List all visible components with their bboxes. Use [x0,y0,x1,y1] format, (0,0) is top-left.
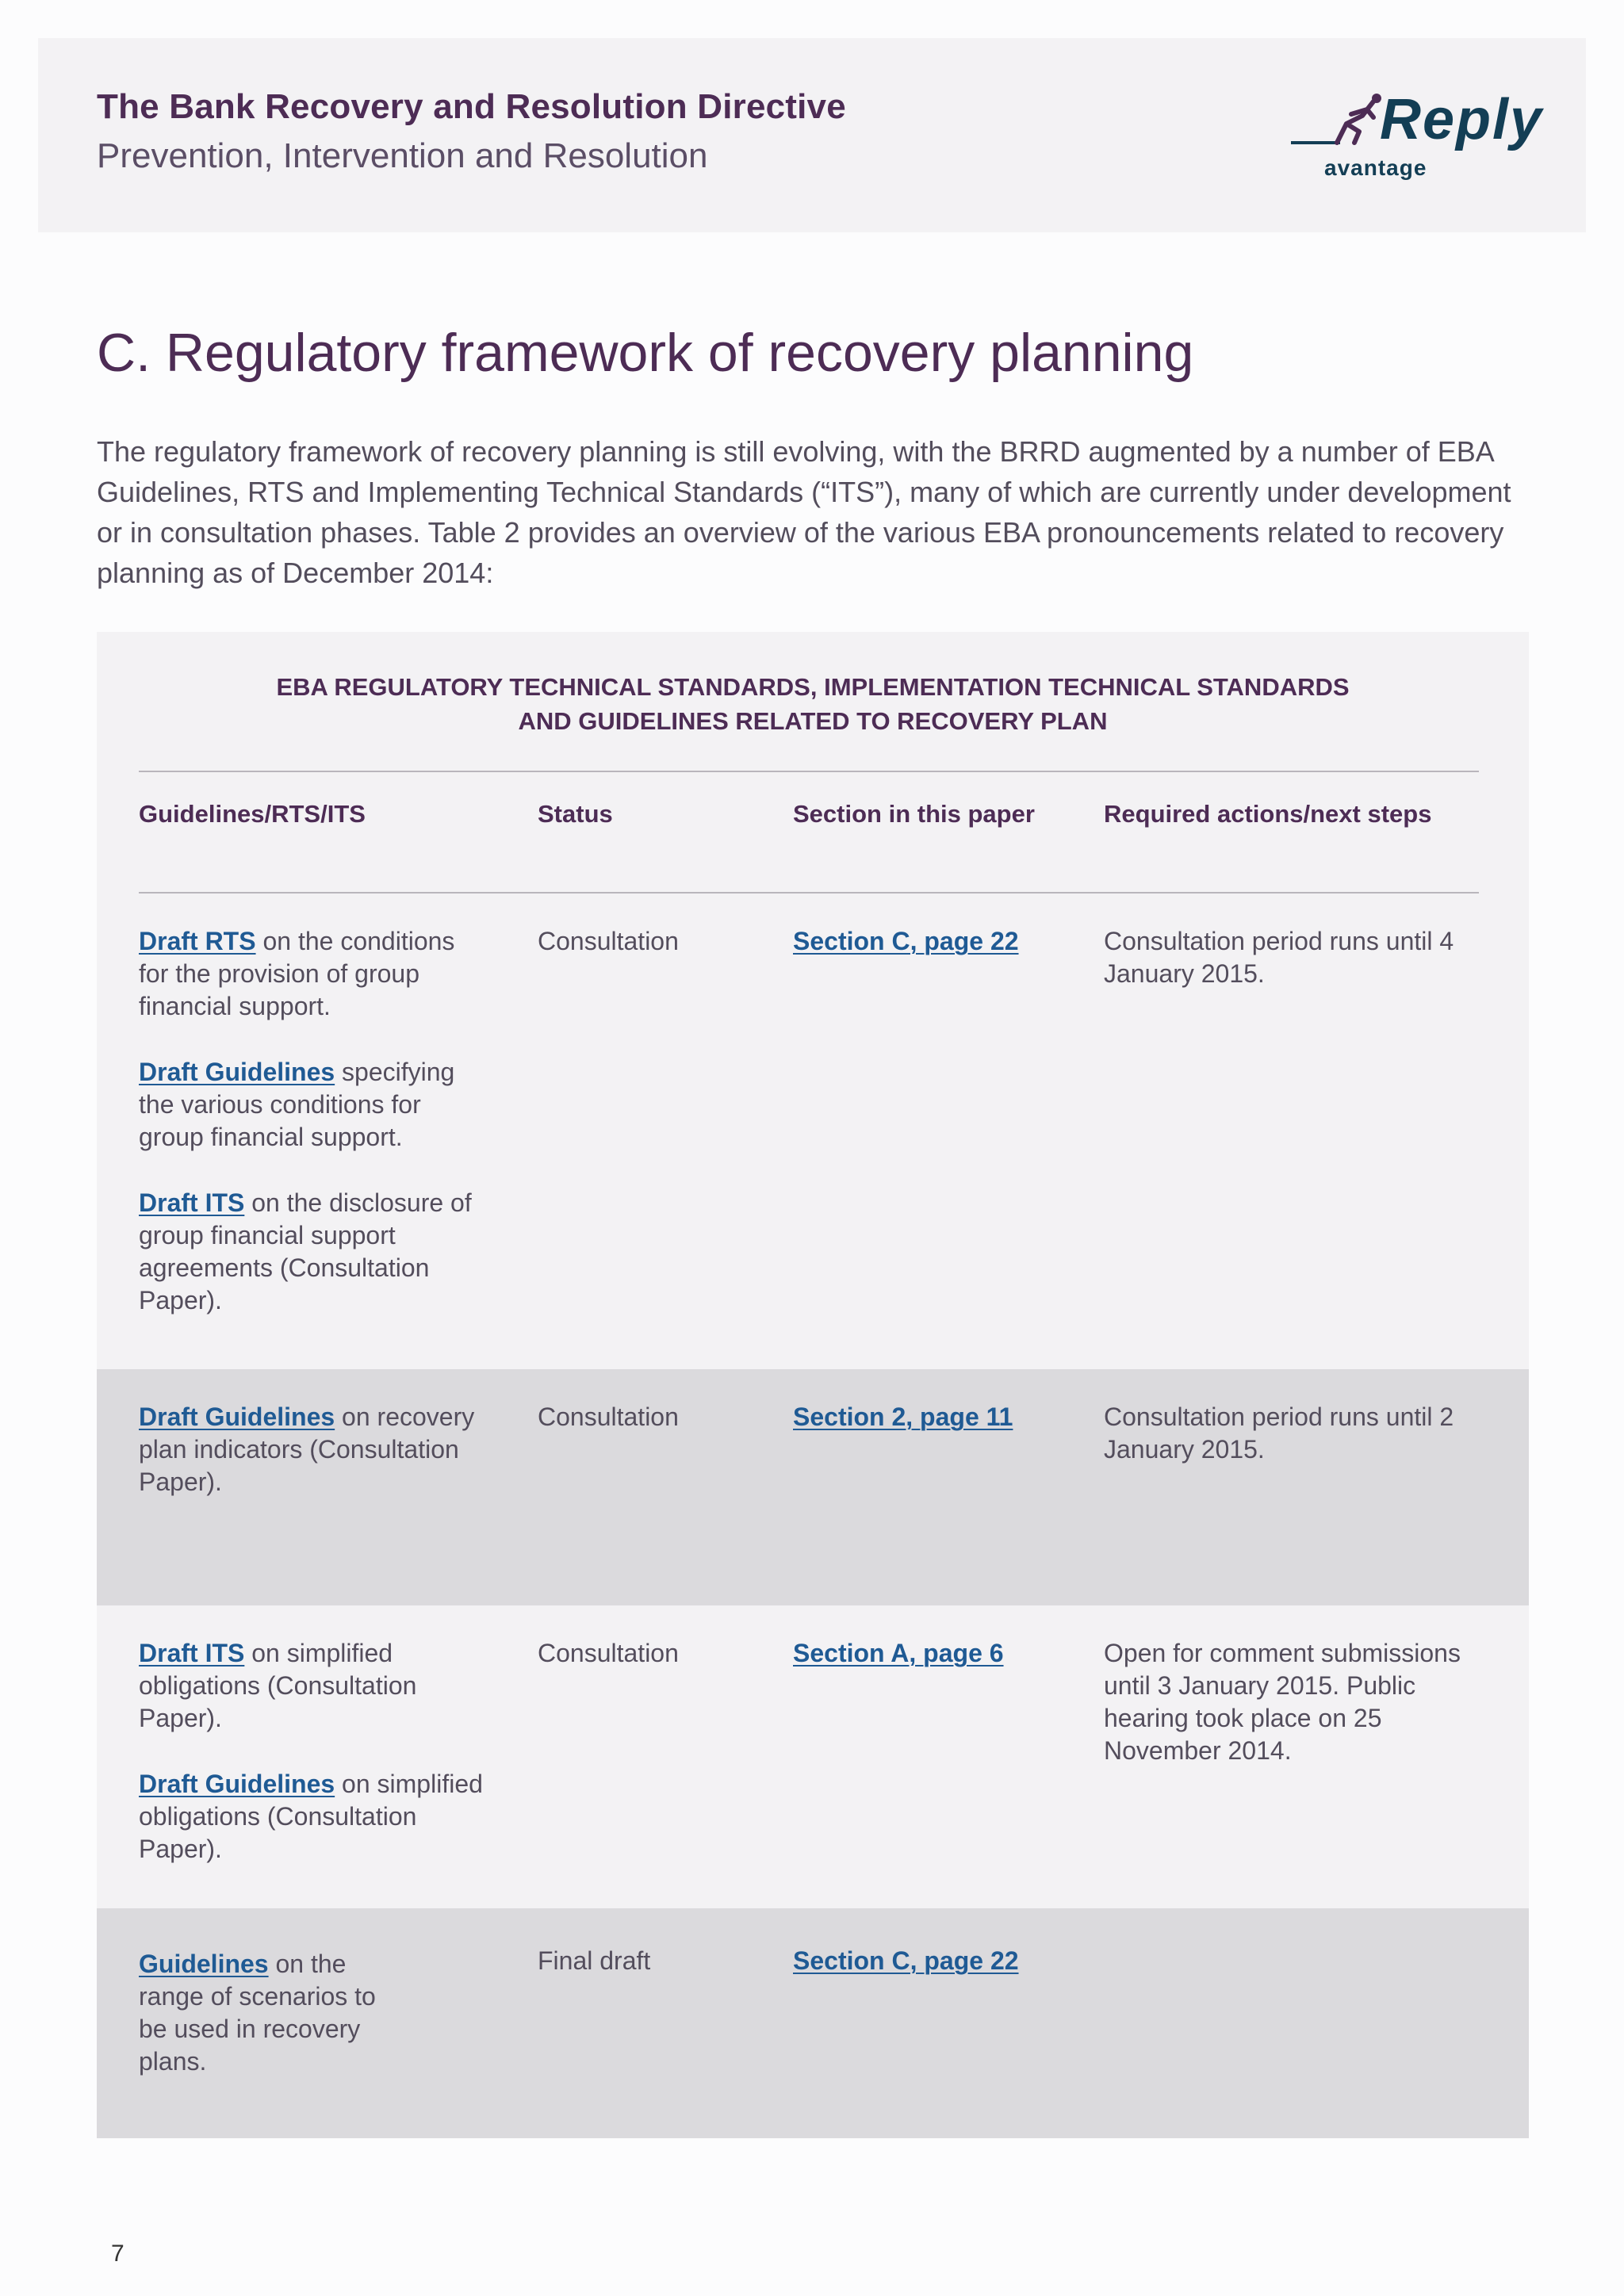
table-title-line-1: EBA REGULATORY TECHNICAL STANDARDS, IMPLEMENTATION TECHNICAL STANDARDS [276,673,1350,701]
guideline-item [139,1637,488,1735]
section-link[interactable]: Section C, page 22 [793,927,1019,955]
guideline-description: on the conditions for the provision of group financial support. [139,927,455,1020]
guideline-link[interactable]: Draft Guidelines [139,1058,335,1086]
section-link[interactable]: Section 2, page 11 [793,1402,1013,1431]
guideline-link[interactable]: Draft Guidelines [139,1402,335,1431]
document-subtitle: Prevention, Intervention and Resolution [97,136,708,175]
guideline-link[interactable]: Guidelines [139,1950,269,1978]
guideline-cell [139,1637,488,1899]
table-row [97,894,1529,1369]
guideline-description: specifying the various conditions for group financial support. [139,1058,455,1151]
table-row [97,1369,1529,1605]
guideline-item [139,1768,488,1866]
guideline-link[interactable]: Draft ITS [139,1188,245,1217]
guideline-item [139,1401,488,1498]
section-cell [793,925,1094,958]
status-cell: Consultation [538,1402,679,1431]
guideline-item [139,1948,377,2078]
table-row [97,1605,1529,1908]
table-title-line-2: AND GUIDELINES RELATED TO RECOVERY PLAN [518,707,1108,735]
section-heading: C. Regulatory framework of recovery planning [97,322,1194,383]
column-header-guidelines: Guidelines/RTS/ITS [139,800,366,828]
runner-icon [1291,90,1386,154]
action-cell: Consultation period runs until 2 January 2015. [1104,1402,1454,1464]
intro-paragraph: The regulatory framework of recovery planning is still evolving, with the BRRD augmented by a number of EBA Guidelines, RTS and Implementing Technical Standards (“ITS”), many of which are currently under development or in consultation phases. Table 2 provides an overview of the various EBA pronouncements related to recovery planning as of December 2014: [97,435,1511,589]
column-header-status: Status [538,800,613,828]
guideline-link[interactable]: Draft RTS [139,927,256,955]
eba-standards-table [97,632,1529,2138]
section-cell [793,1945,1094,1977]
table-row [97,1908,1529,2138]
section-link[interactable]: Section C, page 22 [793,1946,1019,1975]
guideline-link[interactable]: Draft Guidelines [139,1770,335,1798]
action-cell: Open for comment submissions until 3 January 2015. Public hearing took place on 25 November 2014. [1104,1639,1461,1765]
logo-wordmark: Reply [1380,88,1544,151]
table-divider-top [139,771,1479,772]
column-header-section: Section in this paper [793,800,1035,828]
section-cell [793,1401,1094,1433]
status-cell: Consultation [538,927,679,955]
section-link[interactable]: Section A, page 6 [793,1639,1004,1667]
status-cell: Consultation [538,1639,679,1667]
page-number: 7 [111,2241,124,2267]
guideline-item [139,925,488,1023]
column-header-actions: Required actions/next steps [1104,800,1432,828]
status-cell: Final draft [538,1946,651,1975]
guideline-item [139,1056,488,1154]
guideline-description: on simplified obligations (Consultation Paper). [139,1639,417,1732]
guideline-cell [139,1401,488,1532]
guideline-cell [139,1948,377,2111]
section-cell [793,1637,1094,1670]
guideline-description: on recovery plan indicators (Consultation Paper). [139,1402,475,1496]
guideline-description: on the disclosure of group financial support agreements (Consultation Paper). [139,1188,472,1314]
guideline-link[interactable]: Draft ITS [139,1639,245,1667]
logo-subtitle: avantage [1324,155,1427,180]
guideline-cell [139,925,488,1350]
guideline-description: on simplified obligations (Consultation Paper). [139,1770,483,1863]
guideline-description: on the range of scenarios to be used in recovery plans. [139,1950,376,2076]
reply-avantage-logo [1285,87,1544,190]
table-title [97,670,1529,738]
action-cell: Consultation period runs until 4 January 2015. [1104,927,1454,988]
guideline-item [139,1187,488,1317]
document-title: The Bank Recovery and Resolution Directive [97,87,846,126]
